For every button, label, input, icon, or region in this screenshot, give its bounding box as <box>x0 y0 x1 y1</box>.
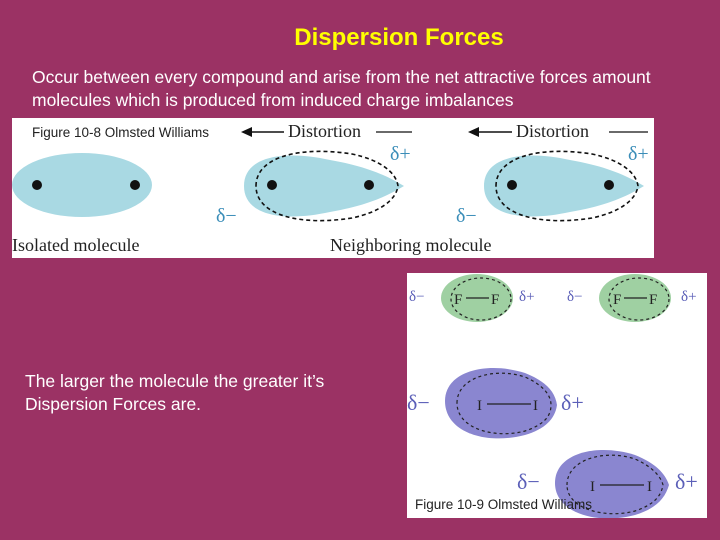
delta-plus-label: δ+ <box>675 469 698 494</box>
iodine-atom-label: I <box>647 479 652 495</box>
iodine-atom-label: I <box>477 398 482 414</box>
delta-plus-label: δ+ <box>390 143 411 165</box>
delta-plus-label: δ+ <box>561 390 584 415</box>
delta-minus-label: δ− <box>456 205 477 227</box>
isolated-molecule-label: Isolated molecule <box>12 235 140 255</box>
fluorine-atom-label: F <box>491 292 500 308</box>
arrow-head-icon <box>241 127 252 137</box>
delta-plus-label: δ+ <box>628 143 649 165</box>
arrow-head-icon <box>468 127 479 137</box>
iodine-atom-label: I <box>533 398 538 414</box>
fluorine-atom-label: F <box>649 292 658 308</box>
larger-molecule-text: The larger the molecule the greater it’s Dispersion Forces are. <box>25 371 325 414</box>
delta-minus-label: δ− <box>407 390 430 415</box>
intro-text: Occur between every compound and arise from the net attractive forces amount molecules which is produced from induced charge imbalances <box>32 67 651 110</box>
figure-10-9-drawing <box>407 273 707 518</box>
nucleus-dot <box>267 180 277 190</box>
figure-10-9-caption: Figure 10-9 Olmsted Williams <box>415 497 593 512</box>
figure-10-8-caption: Figure 10-8 Olmsted Williams <box>32 125 210 140</box>
delta-minus-label: δ− <box>567 289 583 305</box>
nucleus-dot <box>130 180 140 190</box>
nucleus-dot <box>507 180 517 190</box>
nucleus-dot <box>32 180 42 190</box>
fluorine-atom-label: F <box>613 292 622 308</box>
iodine-atom-label: I <box>590 479 595 495</box>
distortion-label: Distortion <box>516 121 590 141</box>
figure-10-8 <box>12 118 654 258</box>
nucleus-dot <box>364 180 374 190</box>
iodine-molecule-cloud <box>445 368 557 438</box>
neighboring-molecule-label: Neighboring molecule <box>330 235 492 255</box>
delta-minus-label: δ− <box>409 289 425 305</box>
fluorine-atom-label: F <box>454 292 463 308</box>
slide-title: Dispersion Forces <box>294 24 504 51</box>
delta-minus-label: δ− <box>216 205 237 227</box>
delta-minus-label: δ− <box>517 469 540 494</box>
distortion-label: Distortion <box>288 121 362 141</box>
figure-10-9 <box>407 273 707 518</box>
delta-plus-label: δ+ <box>681 289 697 305</box>
delta-plus-label: δ+ <box>519 289 535 305</box>
nucleus-dot <box>604 180 614 190</box>
